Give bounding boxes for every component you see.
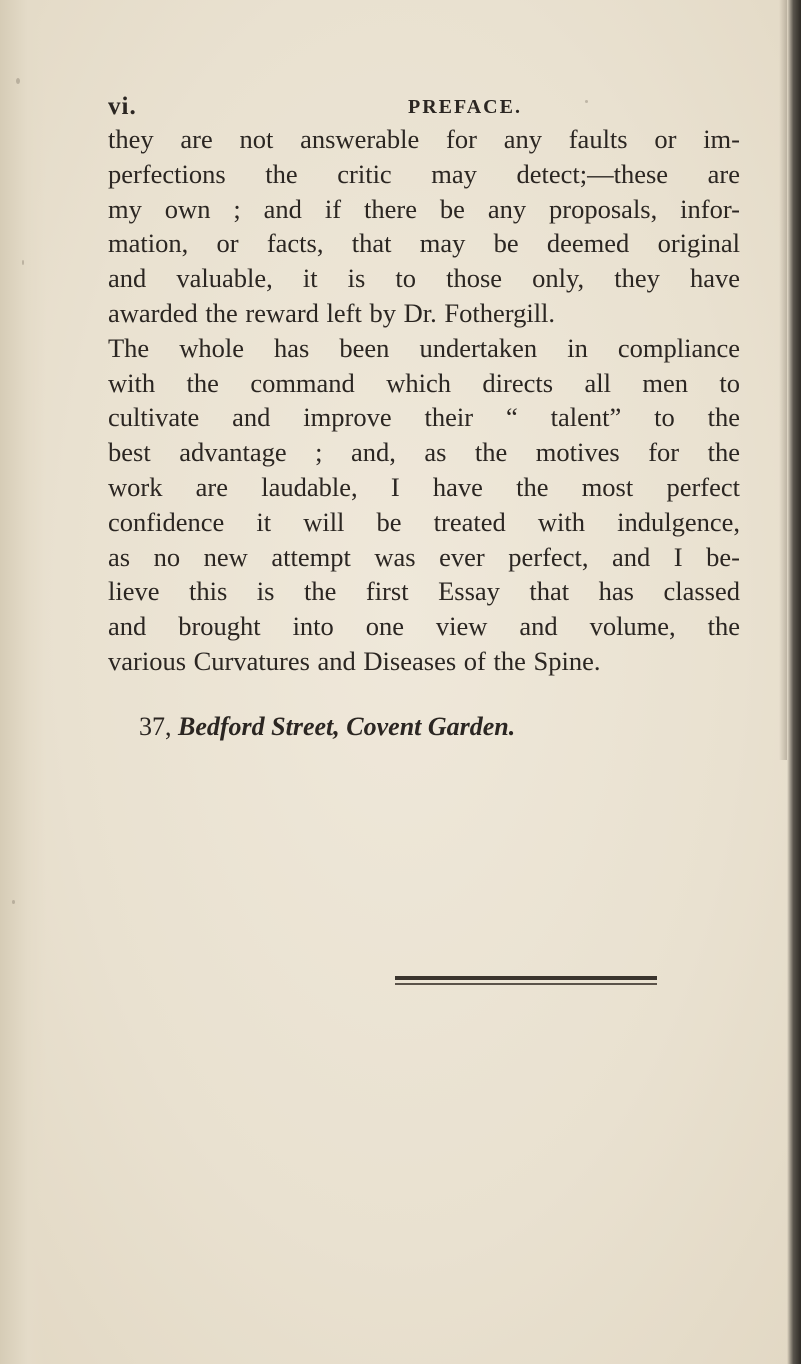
paper-speck [12, 900, 15, 904]
text-line: awarded the reward left by Dr. Fothergill. [108, 297, 556, 328]
text-line: confidence it will be treated with indulgence, [108, 506, 740, 537]
body-text [108, 122, 740, 679]
address-signature [139, 712, 515, 742]
page-edge-shadow [779, 0, 787, 760]
text-line: my own ; and if there be any proposals, infor- [108, 193, 740, 224]
text-line: as no new attempt was ever perfect, and I be- [108, 541, 740, 572]
address-place: Covent Garden. [346, 712, 516, 741]
text-line: perfections the critic may detect;—these are [108, 158, 740, 189]
page-header [108, 93, 668, 123]
page-edge [787, 0, 801, 1364]
text-line: work are laudable, I have the most perfect [108, 471, 740, 502]
text-line: and brought into one view and volume, the [108, 611, 740, 642]
text-line: The whole has been undertaken in compliance [108, 332, 740, 363]
text-line: cultivate and improve their “ talent” to the [108, 402, 740, 433]
page-gutter-shadow [0, 0, 46, 1364]
rule-thick-line [395, 976, 657, 980]
text-line: various Curvatures and Diseases of the Spine. [108, 645, 601, 676]
paper-speck [16, 78, 20, 84]
paper-speck [22, 260, 24, 265]
address-street: Bedford Street, [178, 712, 340, 741]
running-head: PREFACE. [408, 96, 522, 118]
text-line: and valuable, it is to those only, they have [108, 263, 740, 294]
text-line: with the command which directs all men to [108, 367, 740, 398]
text-line: lieve this is the first Essay that has classed [108, 576, 740, 607]
rule-thin-line [395, 983, 657, 985]
text-line: they are not answerable for any faults or im- [108, 124, 740, 154]
text-line: best advantage ; and, as the motives for the [108, 437, 740, 468]
closing-rule [395, 976, 657, 986]
address-number: 37, [139, 712, 172, 741]
paper-speck [585, 100, 588, 103]
page-number: vi. [108, 93, 137, 120]
text-line: mation, or facts, that may be deemed original [108, 228, 740, 259]
